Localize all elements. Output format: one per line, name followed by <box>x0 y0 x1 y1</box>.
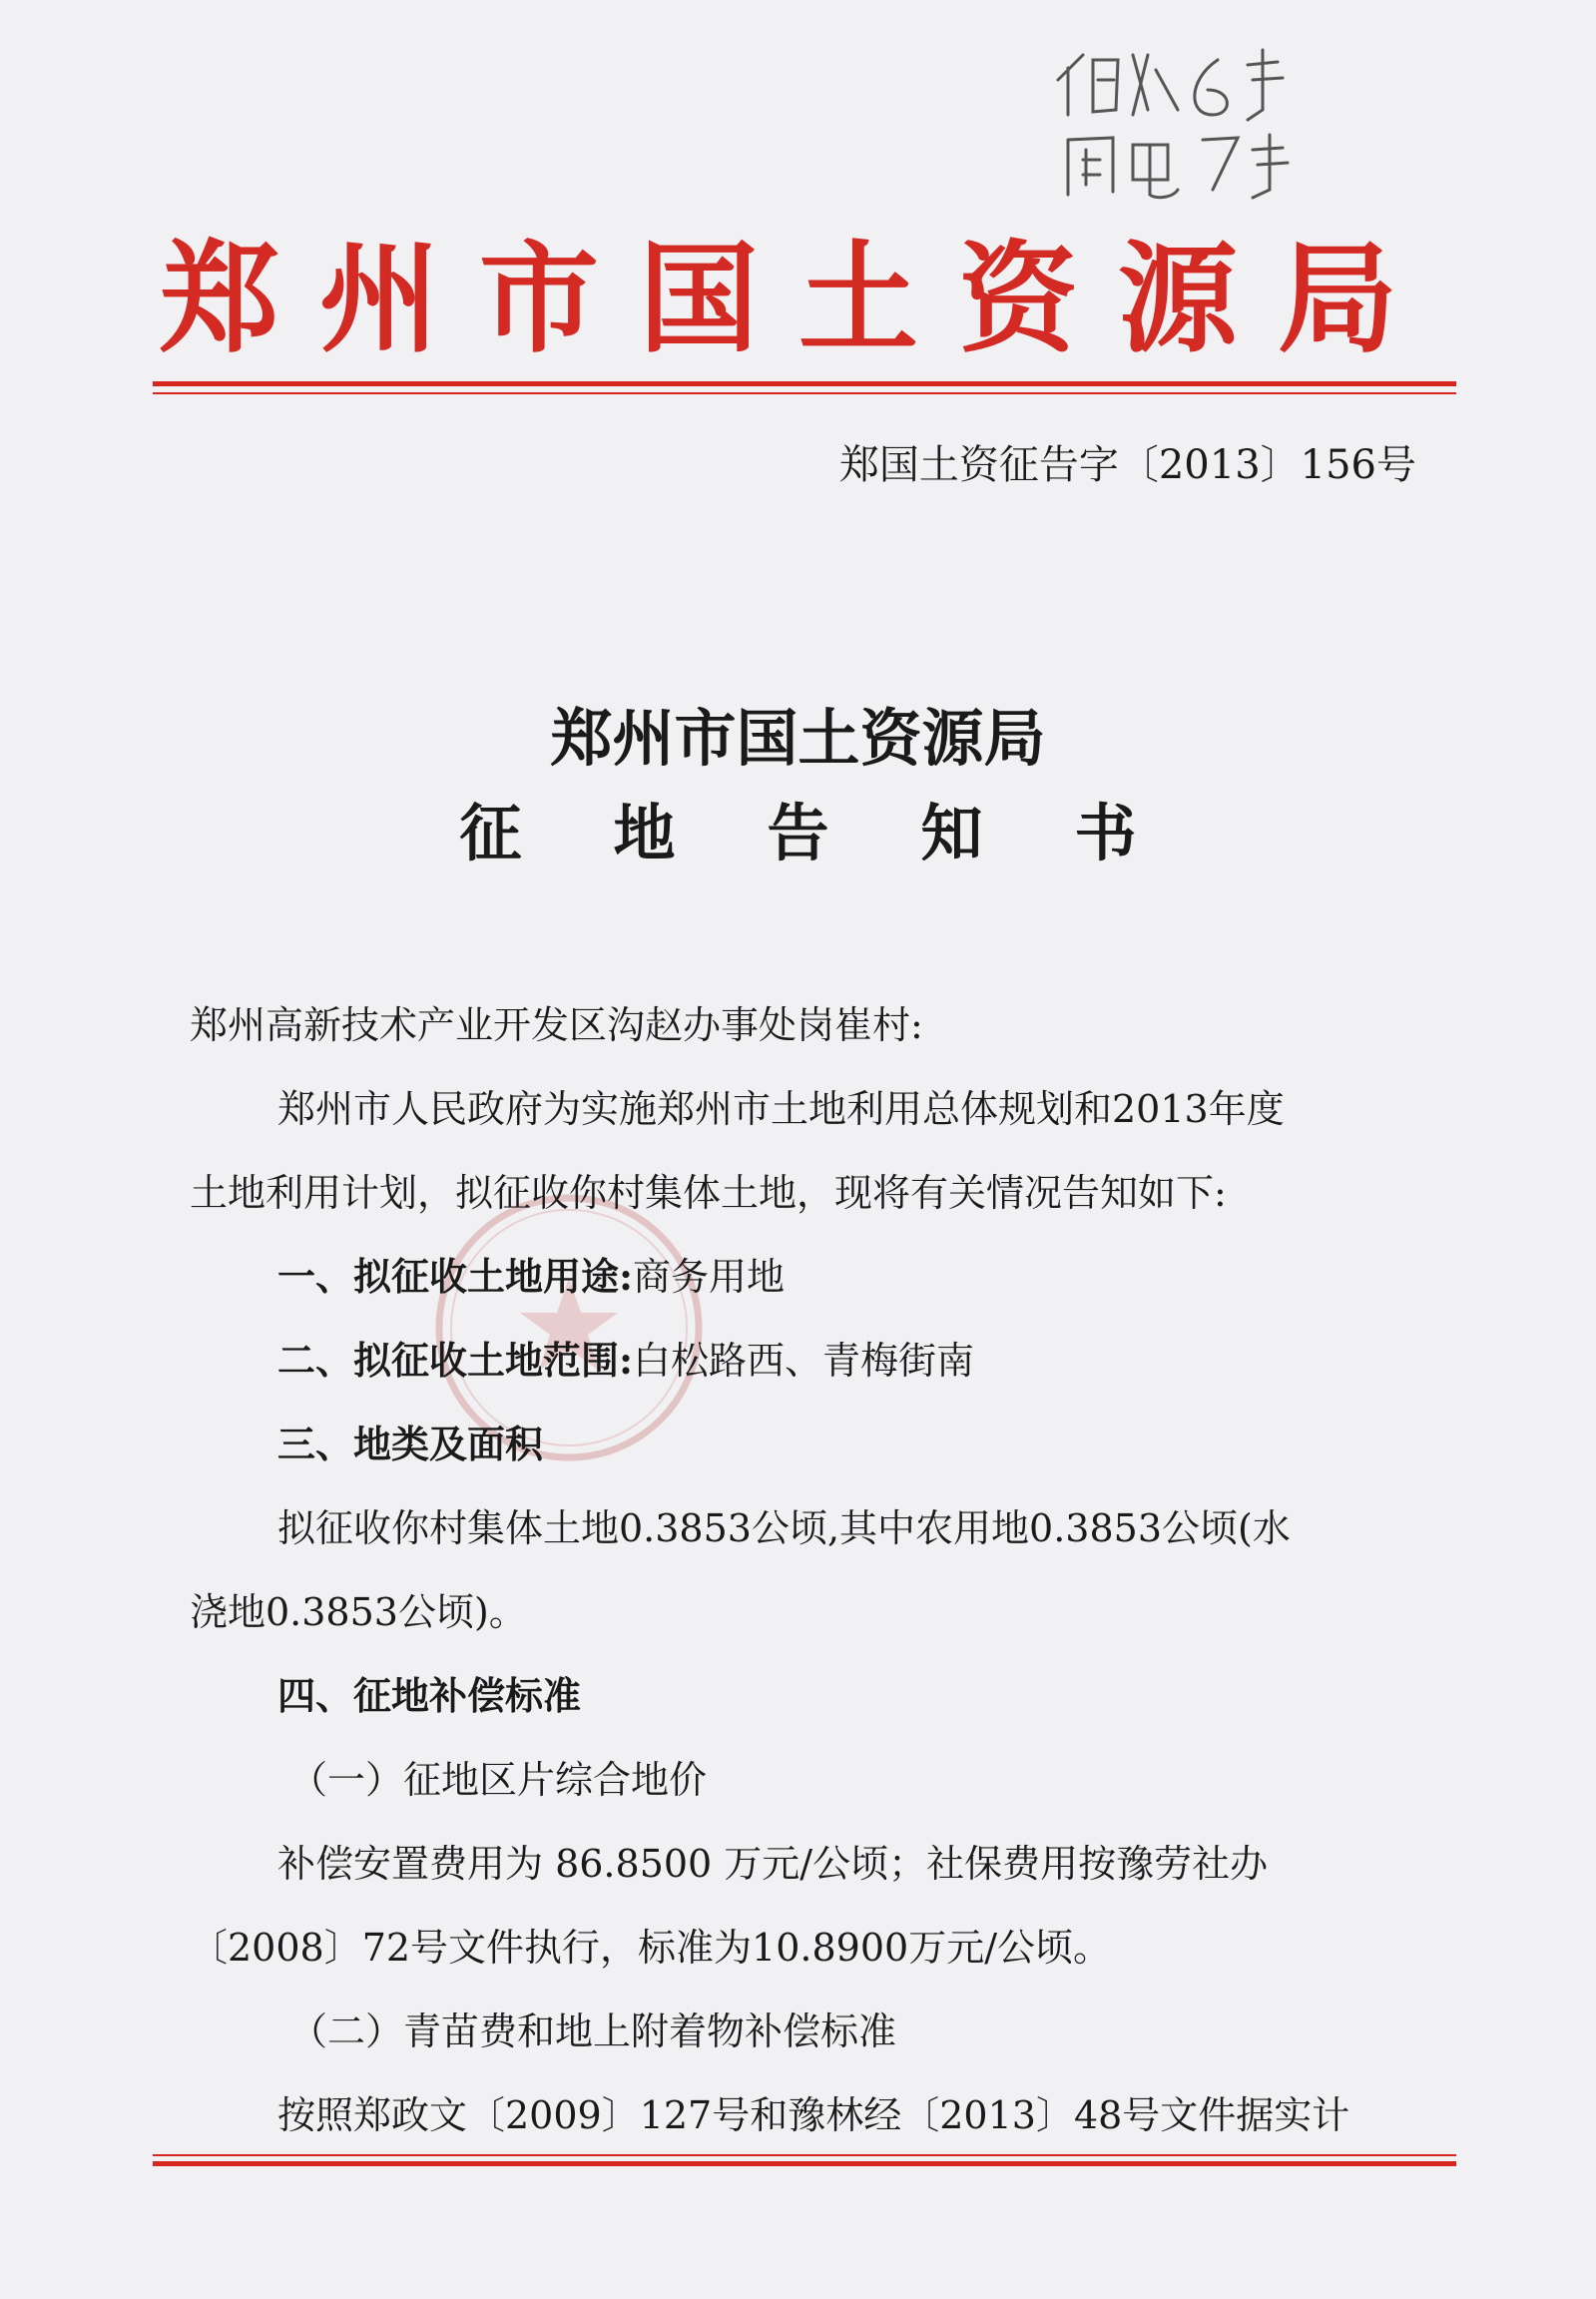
footer-rule-thin <box>153 2154 1456 2156</box>
notice-body <box>190 983 1417 2157</box>
paragraph-line: 补偿安置费用为 86.8500 万元/公顷；社保费用按豫劳社办 <box>277 1842 1269 1886</box>
section-value: 白松路西、青梅街南 <box>633 1339 975 1383</box>
section-value: 商务用地 <box>633 1255 786 1299</box>
section-land-use <box>190 1235 1417 1319</box>
title-notice: 征地告知书 <box>459 797 1229 869</box>
paragraph-line: 按照郑政文〔2009〕127号和豫林经〔2013〕48号文件据实计 <box>277 2093 1350 2137</box>
section-heading-area: 三、地类及面积 <box>277 1422 544 1466</box>
paragraph-line: 〔2008〕72号文件执行，标准为10.8900万元/公顷。 <box>190 1926 1112 1970</box>
subsection-heading: （二）青苗费和地上附着物补偿标准 <box>289 2010 897 2053</box>
intro-line: 郑州市人民政府为实施郑州市土地利用总体规划和2013年度 <box>277 1087 1285 1131</box>
section-label: 一、拟征收土地用途: <box>277 1254 634 1299</box>
section-land-scope <box>190 1319 1417 1403</box>
intro-line: 土地利用计划，拟征收你村集体土地，现将有关情况告知如下: <box>190 1171 1227 1215</box>
footer-rule-thick <box>153 2161 1456 2166</box>
paragraph-line: 拟征收你村集体土地0.3853公顷,其中农用地0.3853公顷(水 <box>277 1506 1291 1550</box>
subsection-heading: （一）征地区片综合地价 <box>289 1758 708 1802</box>
section-label: 二、拟征收土地范围: <box>277 1338 634 1383</box>
section-heading-compensation: 四、征地补偿标准 <box>277 1673 582 1718</box>
paragraph-line: 浇地0.3853公顷)。 <box>190 1590 527 1634</box>
header-rule-thin <box>153 392 1456 394</box>
title-issuer: 郑州市国土资源局 <box>550 702 1046 775</box>
agency-masthead: 郑州市国土资源局 <box>160 229 1437 369</box>
handwritten-note <box>1038 20 1357 220</box>
document-number: 郑国土资征告字〔2013〕156号 <box>838 442 1416 488</box>
header-rule-thick <box>153 381 1456 386</box>
addressee: 郑州高新技术产业开发区沟赵办事处岗崔村: <box>190 1003 923 1047</box>
